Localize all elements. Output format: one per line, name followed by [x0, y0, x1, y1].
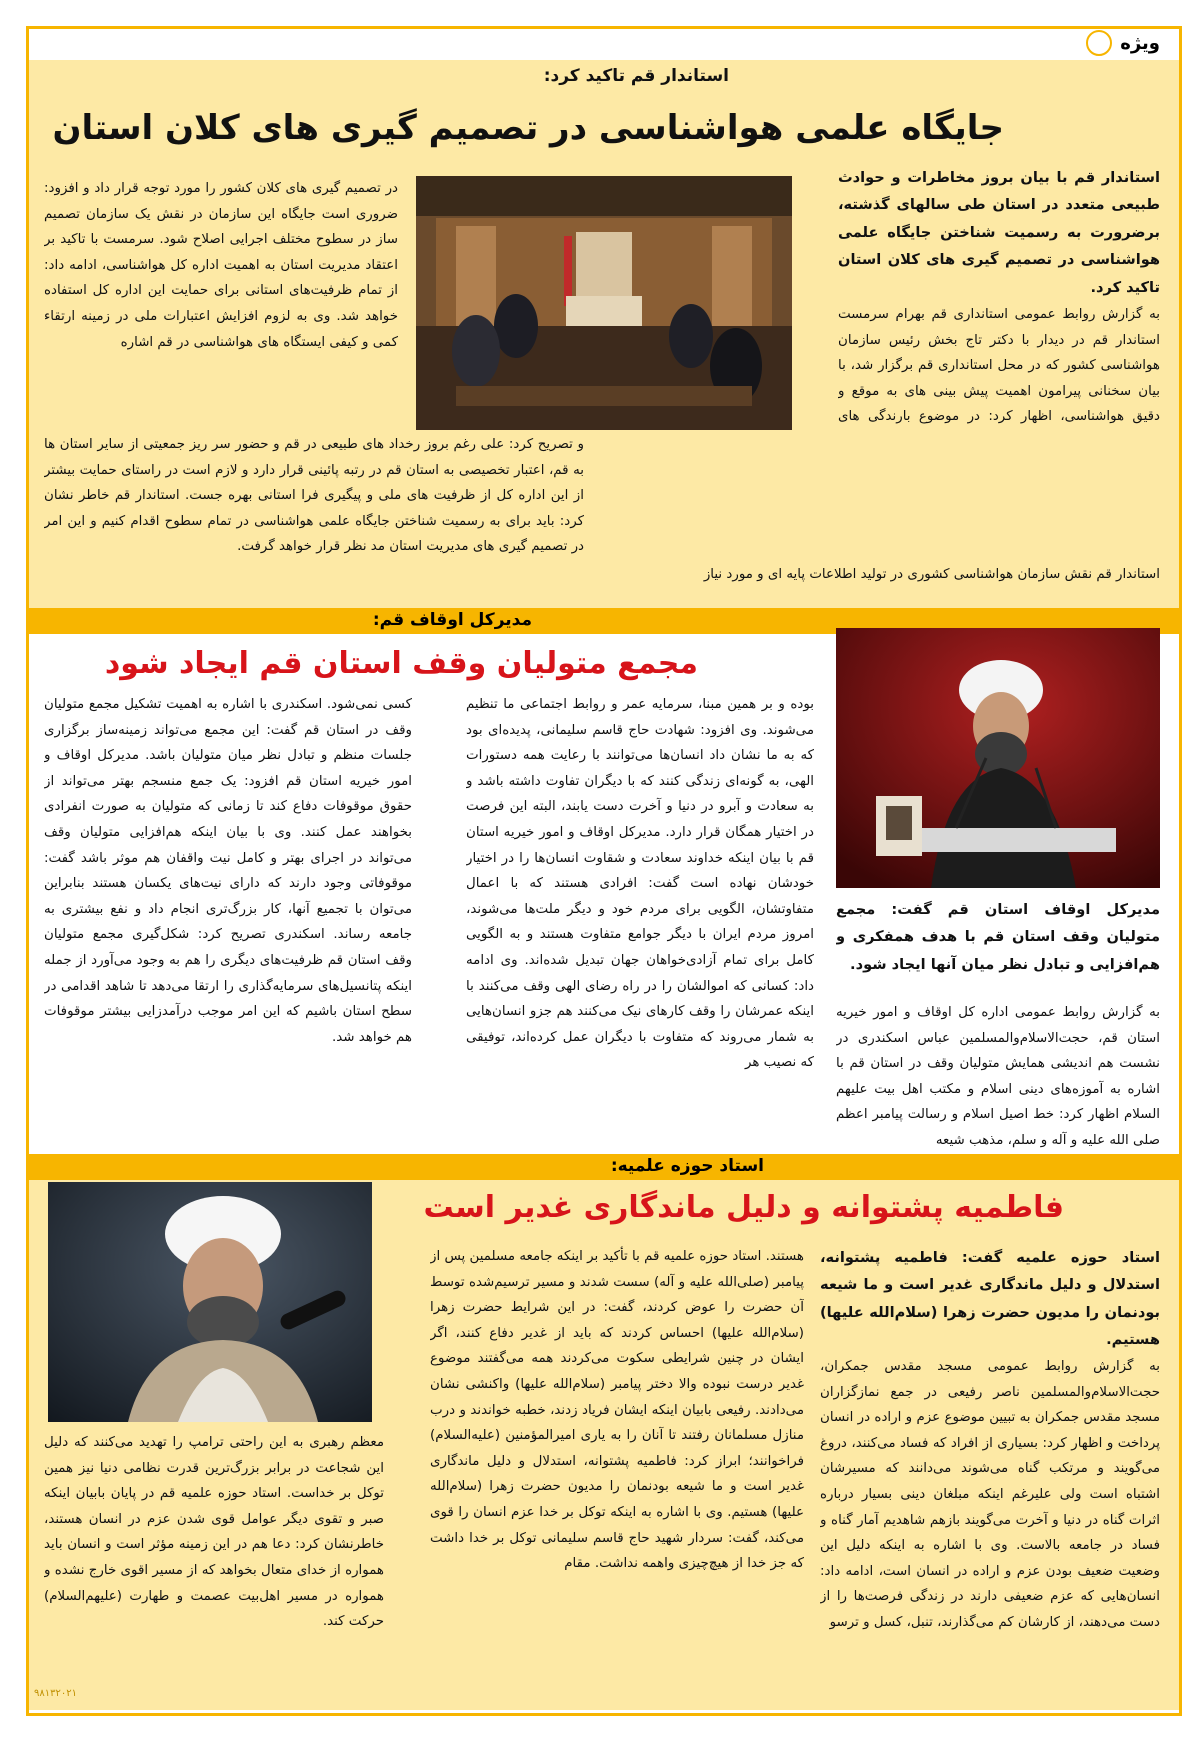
article1-body-right-tail: استاندار قم نقش سازمان هواشناسی کشوری در تولید اطلاعات پایه ای و مورد نیاز: [703, 567, 1160, 582]
article1-body-left-bottom: و تصریح کرد: علی رغم بروز رخداد های طبیعی در قم و حضور سر ریز جمعیتی از سایر استان ها به قم، اعتبار تخصیصی به استان قم در رتبه پائینی قرار دارد و لازم است در راستای حمایت بیشتر از این اداره کل از ظرفیت های ملی و پیگیری فرا استانی بهره جست. استاندار قم خاطر نشان کرد: باید برای به رسمیت شناختن جایگاه علمی هواشناسی در تمام سطوح اقدام کنیم و این امر در تصمیم گیری های مدیریت استان مد نظر قرار خواهد گرفت.: [44, 437, 584, 555]
cleric-microphone-photo: [48, 1182, 372, 1422]
section-tag: [1086, 30, 1160, 56]
article1-body-right-lower: [620, 430, 1160, 558]
section-divider-2: [29, 1154, 1179, 1180]
article2-headline: مجمع متولیان وقف استان قم ایجاد شود: [104, 646, 698, 681]
article1-kicker: استاندار قم تاکید کرد:: [543, 66, 729, 86]
article2-kicker: مدیرکل اوقاف قم:: [372, 610, 532, 630]
article1-body-left-top: در تصمیم گیری های کلان کشور را مورد توجه قرار داد و افزود: ضروری است جایگاه این سازمان در نقش یک سازمان تصمیم ساز در سطوح مختلف اجرایی اصلاح شود. سرمست با تاکید بر اعتقاد مدیریت استان به اهمیت اداره کل هواشناسی، ادامه داد: از تمام ظرفیت‌های استانی برای حمایت این اداره کل استفاده خواهد شد. وی به لزوم افزایش اعتبارات ملی در زمینه ارتقاء کمی و کیفی ایستگاه های هواشناسی در قم اشاره: [44, 181, 398, 350]
article1-lead: استاندار قم با بیان بروز مخاطرات و حوادث طبیعی متعدد در استان طی سالهای گذشته، برضرورت به رسمیت شناختن جایگاه علمی هواشناسی در تصمیم گیری های کلان استان تاکید کرد.: [838, 169, 1160, 296]
article2-body-right: به گزارش روابط عمومی اداره کل اوقاف و امور خیریه استان قم، حجت‌الاسلام‌والمسلمین عباس اسکندری در نشست هم اندیشی همایش متولیان وقف در استان قم با اشاره به آموزه‌های دینی اسلام و مکتب اهل بیت علیهم السلام اظهار کرد: خط اصیل اسلام و رسالت پیامبر اعظم صلی الله علیه و آله و سلم، مذهب شیعه: [836, 1005, 1160, 1148]
article3-body-right: به گزارش روابط عمومی مسجد مقدس جمکران، حجت‌الاسلام‌والمسلمین ناصر رفیعی در جمع نمازگزاران مسجد مقدس جمکران به تبیین موضوع عزم و اراده در انسان پرداخت و اظهار کرد: بسیاری از افراد که فساد می‌کنند، دروغ می‌گویند و مرتکب گناه می‌شوند می‌دانند که مسیرشان اشتباه است ولی علیرغم اینکه مبلغان دینی بسیار درباره اثرات گناه در دنیا و آخرت می‌گویند بازهم شاهدیم آمار گناه و فساد در جامعه بالاست. وی با اشاره به اینکه دلیل این وضعیت ضعیف بودن عزم و اراده در انسان است، ادامه داد: انسان‌هایی که عزم ضعیفی دارند در زندگی فرصت‌ها را از دست می‌دهند، از کارشان کم می‌گذارند، تنبل، کسل و ترسو: [820, 1359, 1160, 1630]
article3-kicker: استاد حوزه علمیه:: [610, 1156, 764, 1176]
article2-body-middle: بوده و بر همین مبنا، سرمایه عمر و روابط اجتماعی ما تنظیم می‌شوند. وی افزود: شهادت حاج قاسم سلیمانی، پدیده‌ای بود که به ما نشان داد انسان‌ها می‌توانند با رعایت همه دستورات الهی، به گونه‌ای زندگی کنند که با دیگران تفاوت داشته باشد و به سعادت و آبرو در دنیا و آخرت دست یابند، البته این فرصت در اختیار همگان قرار دارد. مدیرکل اوقاف و امور خیریه استان قم با بیان اینکه خداوند سعادت و شقاوت انسان‌ها را در اختیار خودشان نهاده است گفت: افرادی هستند که با اعمال متفاوتشان، الگویی برای مردم خود و دیگر ملت‌ها می‌شوند، امروز مردم ایران با دیگر جوامع متفاوت هستند و به الگویی کامل برای تمام آزادی‌خواهان جهان تبدیل شده‌اند. وی ادامه داد: کسانی که اموالشان را در راه رضای الهی وقف می‌کنند با اینکه عمرشان را وقف کارهای نیک می‌کنند هم جزو انسان‌هایی به شمار می‌روند که متفاوت با دیگران عمل کرده‌اند، توفیقی که نصیب هر: [466, 697, 814, 1071]
article3-body-middle: هستند. استاد حوزه علمیه قم با تأکید بر اینکه جامعه مسلمین پس از پیامبر (صلی‌الله علیه و آله) سست شدند و مسیر ترسیم‌شده توسط آن حضرت را عوض کردند، گفت: در این شرایط حضرت زهرا (سلام‌الله علیها) احساس کردند که باید از غدیر دفاع کنند، اگر ایشان در چنین شرایطی سکوت می‌کردند همه می‌گفتند موضوع غدیر درست نبوده والا دختر پیامبر (سلام‌الله علیها) واکنشی نشان می‌دادند. رفیعی بابیان اینکه ایشان فریاد زدند، خطبه خواندند و درب منازل مسلمانان رفتند تا آنان را به یاری امیرالمؤمنین (علیه‌السلام) فراخوانند؛ ابراز کرد: فاطمیه پشتوانه، استدلال و دلیل ماندگاری غدیر است و ما شیعه بودنمان را مدیون حضرت زهرا (سلام‌الله علیها) هستیم. وی با اشاره به اینکه توکل بر خدا عزم انسان را قوی می‌کند، گفت: سردار شهید حاج قاسم سلیمانی توکل بر خدا داشت که جز خدا از هیچ‌چیزی واهمه نداشت. مقام: [430, 1249, 804, 1572]
article1-body-right: به گزارش روابط عمومی استانداری قم بهرام سرمست استاندار قم در دیدار با دکتر تاج بخش رئیس سازمان هواشناسی کشور که در محل استانداری قم برگزار شد، با بیان سخنانی پیرامون اهمیت پیش بینی های به موقع و دقیق هواشناسی، اظهار کرد: در موضوع بارندگی های: [838, 307, 1160, 425]
article3-headline: فاطمیه پشتوانه و دلیل ماندگاری غدیر است: [423, 1190, 1064, 1225]
section-tag-label: ویژه: [1120, 32, 1160, 54]
circle-icon: [1086, 30, 1112, 56]
article2-body-left: کسی نمی‌شود. اسکندری با اشاره به اهمیت تشکیل مجمع متولیان وقف در استان قم گفت: این مجمع می‌تواند زمینه‌ساز برگزاری جلسات منظم و تبادل نظر میان متولیان باشد. مدیرکل اوقاف و امور خیریه استان قم افزود: یک جمع منسجم بهتر می‌تواند از حقوق موقوفات دفاع کند تا زمانی که متولیان به صورت انفرادی بخواهند عمل کنند. وی با بیان اینکه هم‌افزایی متولیان وقف می‌تواند در اجرای بهتر و کامل نیت واقفان هم موثر باشد گفت: موقوفاتی وجود دارند که دارای نیت‌های یکسان هستند بنابراین می‌توان با تجمیع آنها، کار بزرگ‌تری انجام داد و نفع بیشتری به جامعه رساند. اسکندری تصریح کرد: شکل‌گیری مجمع متولیان وقف استان قم ظرفیت‌های دیگری را هم به وجود می‌آورد از جمله اینکه پتانسیل‌های سرمایه‌گذاری را ارتقا می‌دهد تا شاهد اقدامی در سطح استان باشیم که این امر موجب درآمدزایی بیشتر موقوفات هم خواهد شد.: [44, 697, 412, 1045]
page-code: ۹۸۱۳۲۰۲۱: [34, 1688, 77, 1699]
article3-body-left: معظم رهبری به این راحتی ترامپ را تهدید می‌کنند که دلیل این شجاعت در برابر بزرگ‌ترین قدرت نظامی دنیا نیز همین توکل بر خداست. استاد حوزه علمیه قم در پایان بابیان اینکه صبر و تقوی دیگر عوامل قوی شدن عزم در انسان هستند، خاطرنشان کرد: دعا هم در این زمینه مؤثر است و انسان باید همواره از خدای متعال بخواهد که از مسیر اقوی خارج نشده و همواره در مسیر اهل‌بیت عصمت و طهارت (علیهم‌السلام) حرکت کند.: [44, 1435, 384, 1630]
cleric-speaker-photo: [836, 628, 1160, 888]
article2-lead: مدیرکل اوقاف استان قم گفت: مجمع متولیان وقف استان قم با هدف همفکری و هم‌افزایی و تبادل نظر میان آنها ایجاد شود.: [836, 901, 1160, 973]
meeting-room-photo: [416, 176, 792, 430]
article3-lead: استاد حوزه علمیه گفت: فاطمیه پشتوانه، استدلال و دلیل ماندگاری غدیر است و ما شیعه بودنمان را مدیون حضرت زهرا (سلام‌الله علیها) هستیم.: [820, 1249, 1160, 1349]
article1-headline: جایگاه علمی هواشناسی در تصمیم گیری های کلان استان: [52, 108, 1004, 148]
